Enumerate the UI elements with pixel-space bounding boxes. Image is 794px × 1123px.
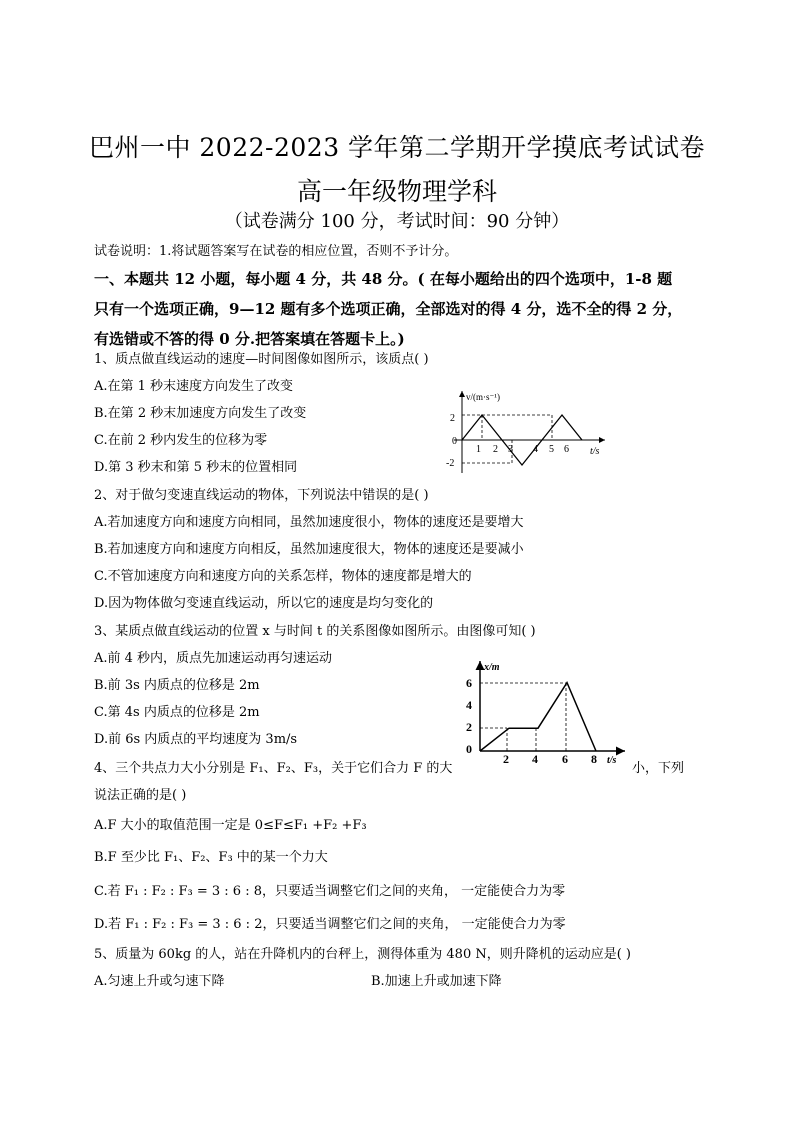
t-tick-1: 1 xyxy=(476,444,481,455)
question-4-option-a: A.F 大小的取值范围一定是 0≤F≤F₁ +F₂ +F₃ xyxy=(94,818,367,833)
question-3-option-b: B.前 3s 内质点的位移是 2m xyxy=(94,678,260,693)
question-5-option-a: A.匀速上升或匀速下降 xyxy=(94,974,225,989)
question-1-option-c: C.在前 2 秒内发生的位移为零 xyxy=(94,433,268,448)
exam-info: （试卷满分 100 分，考试时间：90 分钟） xyxy=(224,211,570,232)
t-tick-3: 3 xyxy=(508,444,513,455)
section-header-line1: 一、本题共 12 小题，每小题 4 分，共 48 分。( 在每小题给出的四个选项中，1-8 题 xyxy=(94,270,673,288)
t-tick-4: 4 xyxy=(533,444,538,455)
x-tick-4: 4 xyxy=(466,698,472,712)
question-1-option-b: B.在第 2 秒末加速度方向发生了改变 xyxy=(94,406,307,421)
question-3-stem: 3、某质点做直线运动的位置 x 与时间 t 的关系图像如图所示。由图像可知( ) xyxy=(94,624,536,639)
question-4-option-b: B.F 至少比 F₁、F₂、F₃ 中的某一个力大 xyxy=(94,850,328,865)
v-tick-0: 0 xyxy=(452,436,457,447)
question-2-option-a: A.若加速度方向和速度方向相同，虽然加速度很小，物体的速度还是要增大 xyxy=(94,515,524,530)
question-5-option-b: B.加速上升或加速下降 xyxy=(371,974,502,989)
v-tick-2: 2 xyxy=(450,413,455,424)
question-2-option-b: B.若加速度方向和速度方向相反，虽然加速度很大，物体的速度还是要减小 xyxy=(94,542,524,557)
t-axis-label-2: t/s xyxy=(607,755,617,766)
question-3-option-d: D.前 6s 内质点的平均速度为 3m/s xyxy=(94,732,298,747)
question-4-option-c: C.若 F₁ : F₂ : F₃ = 3 : 6 : 8，只要适当调整它们之间的夹角， 一定能使合力为零 xyxy=(94,884,566,899)
x-tick-2: 2 xyxy=(466,720,472,734)
question-4-stem-line2: 说法正确的是( ) xyxy=(94,788,187,803)
v-tick-neg2: -2 xyxy=(446,458,455,469)
position-curve xyxy=(480,683,596,751)
question-2-option-c: C.不管加速度方向和速度方向的关系怎样，物体的速度都是增大的 xyxy=(94,569,472,584)
x-tick-0: 0 xyxy=(466,742,472,756)
question-2-stem: 2、对于做匀变速直线运动的物体，下列说法中错误的是( ) xyxy=(94,488,429,503)
t-tick-5: 5 xyxy=(549,444,554,455)
section-header-line3: 有选错或不答的得 0 分.把答案填在答题卡上。) xyxy=(94,330,405,348)
t-tick-2: 2 xyxy=(493,444,498,455)
question-4-option-d: D.若 F₁ : F₂ : F₃ = 3 : 6 : 2，只要适当调整它们之间的夹角， 一定能使合力为零 xyxy=(94,917,566,932)
question-3-option-a: A.前 4 秒内，质点先加速运动再匀速运动 xyxy=(94,651,333,666)
t-tick-4b: 4 xyxy=(532,752,538,766)
v-axis-label: v/(m·s⁻¹) xyxy=(466,392,500,402)
exam-title: 巴州一中 2022-2023 学年第二学期开学摸底考试试卷 xyxy=(88,133,706,162)
t-axis-label: t/s xyxy=(590,446,600,457)
question-3-option-c: C.第 4s 内质点的位移是 2m xyxy=(94,705,260,720)
x-axis-label: x/m xyxy=(484,662,500,673)
t-tick-2b: 2 xyxy=(503,752,509,766)
question-1-option-a: A.在第 1 秒末速度方向发生了改变 xyxy=(94,379,294,394)
velocity-time-graph xyxy=(440,385,615,477)
t-tick-6b: 6 xyxy=(562,752,568,766)
question-4-stem: 4、三个共点力大小分别是 F₁、F₂、F₃，关于它们合力 F 的大 xyxy=(94,761,453,776)
question-2-option-d: D.因为物体做匀变速直线运动，所以它的速度是均匀变化的 xyxy=(94,596,434,611)
instructions: 试卷说明：1.将试题答案写在试卷的相应位置，否则不予计分。 xyxy=(94,244,458,259)
t-tick-6: 6 xyxy=(564,444,569,455)
course-title: 高一年级物理学科 xyxy=(296,177,497,206)
x-tick-6: 6 xyxy=(466,676,472,690)
question-1-option-d: D.第 3 秒末和第 5 秒末的位置相同 xyxy=(94,460,298,475)
question-4-stem-tail: 小，下列 xyxy=(632,761,685,776)
section-header-line2: 只有一个选项正确，9—12 题有多个选项正确，全部选对的得 4 分，选不全的得 2 分， xyxy=(94,300,683,318)
question-5-stem: 5、质量为 60kg 的人，站在升降机内的台秤上，测得体重为 480 N，则升降机的运动应是( ) xyxy=(94,947,632,962)
question-1-stem: 1、质点做直线运动的速度—时间图像如图所示，该质点( ) xyxy=(94,352,429,367)
position-time-graph xyxy=(455,655,635,767)
t-tick-8b: 8 xyxy=(591,752,597,766)
